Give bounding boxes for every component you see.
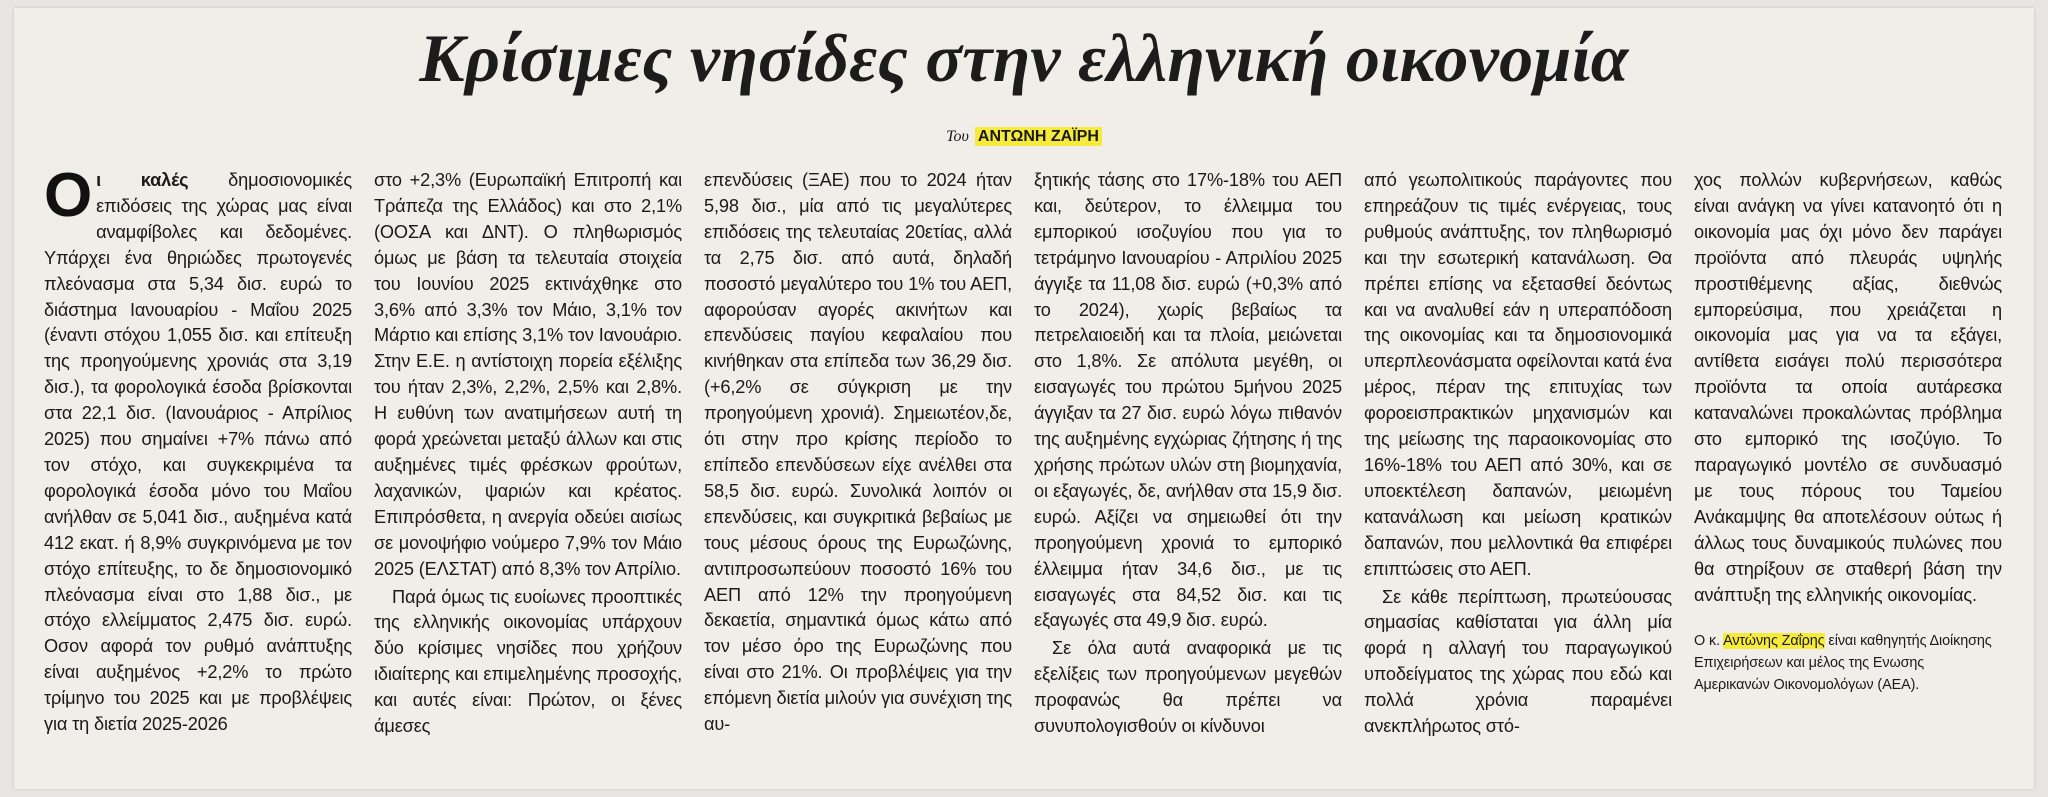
paragraph <box>44 168 352 738</box>
bio-prefix: Ο κ. <box>1694 633 1724 650</box>
paragraph: ξητικής τάσης στο 17%-18% του ΑΕΠ και, δεύτερον, το έλλειμμα του εμπορικού ισοζυγίου που για το τετράμηνο Ιανουαρίου - Απριλίου 2025 άγγιξε τα 11,08 δισ. ευρώ (+0,3% από το 2024), χωρίς βεβαίως τα πετρελαιοειδή και τα πλοία, μειώνεται στο 1,8%. Σε απόλυτα μεγέθη, οι εισαγωγές του πρώτου 5μήνου 2025 άγγιξαν τα 27 δισ. ευρώ λόγω πιθανόν της αυξημένης εγχώριας ζήτησης ή της χρήσης πρώτων υλών στη βιομηχανία, οι εξαγωγές, δε, ανήλθαν στα 15,9 δισ. ευρώ. Αξίζει να σημειωθεί ότι την προηγούμενη χρονιά το εμπορικό έλλειμμα ήταν 34,6 δισ., με τις εισαγωγές στα 84,52 δισ. και τις εξαγωγές στα 49,9 δισ. ευρώ. <box>1034 170 1342 631</box>
paragraph: επενδύσεις (ΞΑΕ) που το 2024 ήταν 5,98 δισ., μία από τις μεγαλύτερες επιδόσεις της τελευταίας 20ετίας, αλλά τα 2,75 δισ. από αυτά, δηλαδή ποσοστό μεγαλύτερο του 1% του ΑΕΠ, αφορούσαν αγορές ακινήτων και επενδύσεις παγίου κεφαλαίου που κινήθηκαν στα επίπεδα των 36,29 δισ. (+6,2% σε σύγκριση με την προηγούμενη χρονιά). Σημειωτέον,δε, ότι στην προ κρίσης περίοδο το επίπεδο επενδύσεων είχε ανέλθει στα 58,5 δισ. ευρώ. Συνολικά λοιπόν οι επενδύσεις, και συγκριτικά βεβαίως με τους μέσους όρους της Ευρωζώνης, αντιπροσωπεύουν ποσοστό 16% του ΑΕΠ από 12% την προηγούμενη δεκαετία, σημαντικά όμως κάτω από τον μέσο όρο της Ευρωζώνης που είναι στο 21%. Οι προβλέψεις για την επόμενη διετία μιλούν για συνέχιση της αυ- <box>704 170 1012 735</box>
paragraph: Παρά όμως τις ευοίωνες προοπτικές της ελληνικής οικονομίας υπάρχουν δύο κρίσιμες νησίδες που χρήζουν ιδιαίτερης και επιμελημένης προσοχής, και αυτές είναι: Πρώτον, οι ξένες άμεσες <box>374 586 682 737</box>
column-5 <box>1364 168 1672 780</box>
column-6 <box>1694 168 2002 780</box>
drop-cap: Ο <box>44 168 93 230</box>
paragraph: από γεωπολιτικούς παράγοντες που επηρεάζουν τις τιμές ενέργειας, τους ρυθμούς ανάπτυξης, τον πληθωρισμό και την εσωτερική κατανάλωση. Θα πρέπει επίσης να εξετασθεί δεόντως και να αναλυθεί εάν η υπεραπόδοση της οικονομίας και τα δημοσιονομικά υπερπλεονάσματα οφείλονται κατά ένα μέρος, πέραν της επιτυχίας των φοροεισπρακτικών μηχανισμών και της μείωσης της παραοικονομίας στο 16%-18% του ΑΕΠ από 30%, και σε υποεκτέλεση δαπανών, μειωμένη κατανάλωση και μείωση κρατικών δαπανών, που μελλοντικά θα επιφέρει επιπτώσεις στο ΑΕΠ. <box>1364 170 1672 579</box>
paragraph: Σε κάθε περίπτωση, πρωτεύουσας σημασίας καθίσταται για άλλη μία φορά η αλλαγή του παραγωγικού υποδείγματος της χώρας που εδώ και πολλά χρόνια παραμένει ανεκπλήρωτος στό- <box>1364 586 1672 737</box>
byline <box>14 126 2034 148</box>
article-headline: Κρίσιμες νησίδες στην ελληνική οικονομία <box>419 20 1629 96</box>
column-1 <box>44 168 352 780</box>
column-2 <box>374 168 682 780</box>
author-bio <box>1694 630 2002 696</box>
paragraph-text: δημοσιονομικές επιδόσεις της χώρας μας είναι αναμφίβολες και δεδομένες. Υπάρχει ένα θηριώδες πρωτογενές πλεόνασμα στα 5,34 δισ. ευρώ το διάστημα Ιανουαρίου - Μαΐου 2025 (έναντι στόχου 1,055 δισ. και επίτευξη της προηγούμενης χρονιάς στα 3,19 δισ.), τα φορολογικά έσοδα βρίσκονται στα 22,1 δισ. (Ιανουάριος - Απρίλιος 2025) που σημαίνει +7% πάνω από τον στόχο, και συγκεκριμένα τα φορολογικά έσοδα μόνο του Μαΐου ανήλθαν σε 5,041 δισ., αυξημένα κατά 412 εκατ. ή 8,9% συγκρινόμενα με τον στόχο επίτευξης, το δε δημοσιονομικό πλεόνασμα είναι στο 1,88 δισ., με στόχο ελλείμματος 2,475 δισ. ευρώ. Οσον αφορά τον ρυθμό ανάπτυξης είναι αυξημένος +2,2% το πρώτο τρίμηνο του 2025 και με προβλέψεις για τη διετία 2025-2026 <box>44 170 352 735</box>
bio-text: είναι καθηγητής Διοίκησης Επιχειρήσεων και μέλος της Ενωσης Αμερικανών Οικονομολόγων (ΑΕΑ). <box>1694 633 1992 694</box>
paragraph: χος πολλών κυβερνήσεων, καθώς είναι ανάγκη να γίνει κατανοητό ότι η οικονομία μας όχι μόνο δεν παράγει προϊόντα από πλευράς υψηλής προστιθέμενης αξίας, διεθνώς εμπορεύσιμα, που χρειάζεται η οικονομία μας για να τα εξάγει, αντίθετα εισάγει πολύ περισσότερα προϊόντα τα οποία αυτάρεσκα καταναλώνει προκαλώντας πρόβλημα στο εμπορικό της ισοζύγιο. Το παραγωγικό μοντέλο σε συνδυασμό με τους πόρους του Ταμείου Ανάκαμψης θα αποτελέσουν ούτως ή άλλως τους δυναμικούς πυλώνες που θα στηρίξουν σε σταθερή βάση την ανάπτυξη της ελληνικής οικονομίας. <box>1694 170 2002 605</box>
column-4 <box>1034 168 1342 780</box>
paragraph: Σε όλα αυτά αναφορικά με τις εξελίξεις των προηγούμενων μεγεθών προφανώς θα πρέπει να συνυπολογισθούν οι κίνδυνοι <box>1034 638 1342 737</box>
newspaper-clipping <box>14 8 2034 789</box>
lead-in: ι καλές <box>96 170 189 190</box>
bio-author-name: Αντώνης Ζαΐρης <box>1723 633 1825 650</box>
paragraph: στο +2,3% (Ευρωπαϊκή Επιτροπή και Τράπεζα της Ελλάδος) και στο 2,1% (ΟΟΣΑ και ΔΝΤ). Ο πληθωρισμός όμως με βάση τα τελευταία στοιχεία του Ιουνίου 2025 εκτινάχθηκε στο 3,6% από 3,3% τον Μάιο, 3,1% τον Μάρτιο και επίσης 3,1% τον Ιανουάριο. Στην Ε.Ε. η αντίστοιχη πορεία εξέλιξης του ήταν 2,3%, 2,2%, 2,5% και 2,8%. Η ευθύνη των ανατιμήσεων αυτή τη φορά χρεώνεται μεταξύ άλλων και στις αυξημένες τιμές φρέσκων φρούτων, λαχανικών, ψαριών και κρέατος. Επιπρόσθετα, η ανεργία οδεύει αισίως σε μονοψήφιο νούμερο 7,9% τον Μάιο 2025 (ΕΛΣΤΑΤ) από 8,3% τον Απρίλιο. <box>374 170 682 579</box>
article-body <box>44 168 2002 780</box>
column-3 <box>704 168 1012 780</box>
byline-author-name: ΑΝΤΩΝΗ ΖΑΪΡΗ <box>975 127 1102 146</box>
byline-prefix: Του <box>946 128 969 145</box>
